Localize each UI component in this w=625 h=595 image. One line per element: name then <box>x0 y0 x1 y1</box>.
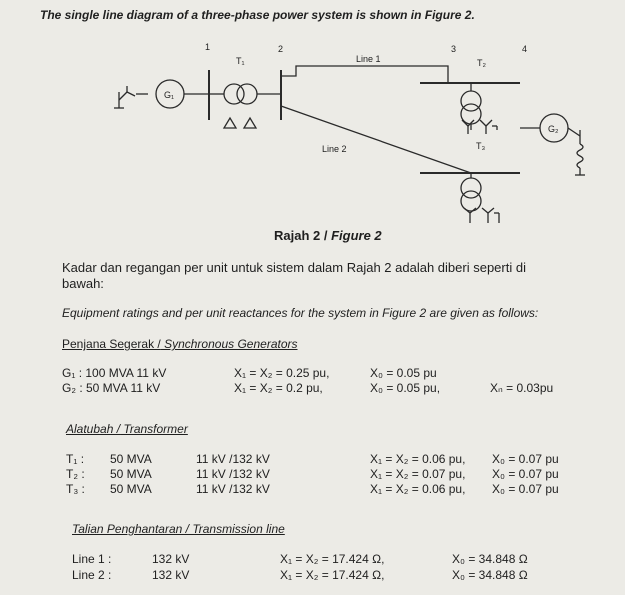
bus-3-label: 3 <box>451 44 457 54</box>
gen-row-1-x0: X₀ = 0.05 pu <box>370 366 437 380</box>
line-row-2-x0: X₀ = 34.848 Ω <box>452 568 528 582</box>
tx-row-1-x12: X₁ = X₂ = 0.06 pu, <box>370 452 466 466</box>
gen-row-2-name: G₂ : 50 MVA 11 kV <box>62 381 161 395</box>
transformers-heading-malay: Alatubah / <box>66 422 121 436</box>
malay-line-2: bawah: <box>62 276 104 291</box>
tx-row-3-mva: 50 MVA <box>110 482 152 496</box>
tx-row-2-x0: X₀ = 0.07 pu <box>492 467 559 481</box>
intro-text: The single line diagram of a three-phase power system is shown in Figure 2. <box>40 8 475 22</box>
line-2-label: Line 2 <box>322 144 347 154</box>
line-1 <box>281 66 448 83</box>
gen-row-2-xn: Xₙ = 0.03pu <box>490 381 554 395</box>
generators-heading <box>62 337 298 351</box>
tx-row-2-x12: X₁ = X₂ = 0.07 pu, <box>370 467 466 481</box>
line-1-label: Line 1 <box>356 54 381 64</box>
generators-heading-english: Synchronous Generators <box>160 337 298 351</box>
bus-1-label: 1 <box>205 42 211 52</box>
g1-label: G₁ <box>164 90 175 100</box>
gen-row-2-x12: X₁ = X₂ = 0.2 pu, <box>234 381 323 395</box>
line-row-1-kv: 132 kV <box>152 552 190 566</box>
bus-2-label: 2 <box>278 44 284 54</box>
t1-secondary-icon <box>237 84 257 104</box>
tx-row-2-mva: 50 MVA <box>110 467 152 481</box>
g2-label: G₂ <box>548 124 559 134</box>
line-2 <box>281 106 471 173</box>
tx-row-1-name: T₁ : <box>66 452 85 466</box>
tx-row-3-kv: 11 kV /132 kV <box>196 482 270 496</box>
gen-row-2-x0: X₀ = 0.05 pu, <box>370 381 441 395</box>
tx-row-3-x0: X₀ = 0.07 pu <box>492 482 559 496</box>
t3-primary-icon <box>461 178 481 198</box>
line-row-1-x12: X₁ = X₂ = 17.424 Ω, <box>280 552 385 566</box>
bus-4-label: 4 <box>522 44 528 54</box>
figure-caption <box>274 228 382 243</box>
line-row-1-name: Line 1 : <box>72 552 112 566</box>
generators-heading-malay: Penjana Segerak / <box>62 337 161 351</box>
english-intro: Equipment ratings and per unit reactances for the system in Figure 2 are given as follows: <box>62 306 539 320</box>
tx-row-3-x12: X₁ = X₂ = 0.06 pu, <box>370 482 466 496</box>
t2-primary-icon <box>461 91 481 111</box>
line-row-1-x0: X₀ = 34.848 Ω <box>452 552 528 566</box>
tx-row-2-name: T₂ : <box>66 467 85 481</box>
t2-wye-icon <box>462 120 497 134</box>
g2-ground-icon <box>568 128 585 175</box>
transformers-heading-english: Transformer <box>120 422 188 436</box>
tx-row-2-kv: 11 kV /132 kV <box>196 467 270 481</box>
t2-secondary-icon <box>461 104 481 124</box>
lines-heading-english: Transmission line <box>188 522 285 536</box>
transformers-heading <box>66 422 188 436</box>
line-row-2-x12: X₁ = X₂ = 17.424 Ω, <box>280 568 385 582</box>
line-row-2-name: Line 2 : <box>72 568 112 582</box>
gen-row-1-x12: X₁ = X₂ = 0.25 pu, <box>234 366 330 380</box>
line-row-2-kv: 132 kV <box>152 568 190 582</box>
single-line-diagram <box>0 28 625 228</box>
t1-primary-icon <box>224 84 244 104</box>
gen-row-1-name: G₁ : 100 MVA 11 kV <box>62 366 167 380</box>
tx-row-1-mva: 50 MVA <box>110 452 152 466</box>
tx-row-1-x0: X₀ = 0.07 pu <box>492 452 559 466</box>
tx-row-3-name: T₃ : <box>66 482 85 496</box>
caption-italic: Figure 2 <box>327 228 382 243</box>
t1-label: T₁ <box>236 56 245 66</box>
lines-heading <box>72 522 285 536</box>
t2-label: T₂ <box>477 58 486 68</box>
g1-ground-icon <box>114 86 135 108</box>
t3-label: T₃ <box>476 141 486 151</box>
malay-line-1: Kadar dan regangan per unit untuk sistem dalam Rajah 2 adalah diberi seperti di <box>62 260 526 275</box>
tx-row-1-kv: 11 kV /132 kV <box>196 452 270 466</box>
caption-bold: Rajah 2 / <box>274 228 328 243</box>
lines-heading-malay: Talian Penghantaran / <box>72 522 189 536</box>
